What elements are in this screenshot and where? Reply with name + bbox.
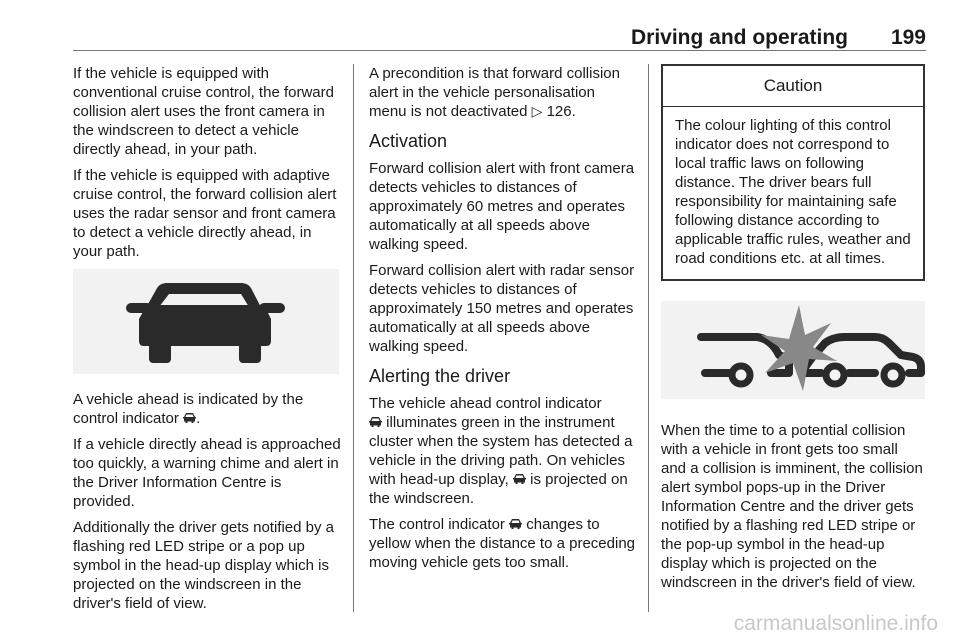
section-heading: Activation [369,131,448,151]
collision-alert-icon [661,301,925,399]
caution-box [661,64,925,281]
paragraph: Additionally the driver gets notified by a flashing red LED stripe or a pop up symbol in the head-up display which is projected on the windscreen in the driver's field of view. [73,519,334,612]
column-2 [369,64,635,579]
car-front-icon [73,269,339,374]
page-reference: 126 [546,103,572,120]
watermark: carmanualsonline.info [733,612,938,635]
page-number: 199 [890,26,926,49]
paragraph: If the vehicle is equipped with adaptive cruise control, the forward collision alert uses the radar sensor and front camera to detect a vehicle directly ahead, in your path. [73,167,337,260]
running-header-title: Driving and operating [630,26,848,49]
paragraph: A vehicle ahead is indicated by the control indicator . [73,391,304,427]
car-front-icon [509,518,522,530]
paragraph: The vehicle ahead control indicator illuminates green in the instrument cluster when the system has detected a vehicle in the driving path. On vehicles with head-up display, is projected on the windscreen. [369,395,633,507]
column-3 [661,64,925,599]
paragraph: If a vehicle directly ahead is approached too quickly, a warning chime and alert in the Driver Information Centre is provided. [73,436,341,510]
column-divider-1 [353,64,354,612]
car-front-icon [513,473,526,485]
column-divider-2 [648,64,649,612]
paragraph: The control indicator changes to yellow when the distance to a preceding moving vehicle gets too small. [369,516,636,571]
caution-text: The colour lighting of this control indicator does not correspond to local traffic laws on following distance. The driver bears full responsibility for maintaining safe following distance according to applicable traffic rules, weather and road conditions etc. at all times. [675,117,911,267]
header-rule [73,50,926,51]
column-1 [73,64,341,620]
page-reference-arrow-icon: ▷ [531,103,543,119]
car-front-icon [369,416,382,428]
paragraph: If the vehicle is equipped with conventional cruise control, the forward collision alert uses the front camera in the windscreen to detect a vehicle directly ahead, in your path. [73,65,334,158]
paragraph: Forward collision alert with radar sensor detects vehicles to distances of approximately 150 metres and operates automatically at all speeds above walking speed. [369,262,635,355]
section-heading: Alerting the driver [369,366,511,386]
caution-title: Caution [663,66,923,107]
paragraph: When the time to a potential collision with a vehicle in front gets too small and a collision is imminent, the collision alert symbol pops-up in the Driver Information Centre and the driver gets notified by a flashing red LED stripe or the pop-up symbol in the head-up display which is projected on the windscreen in the driver's field of view. [661,422,923,591]
paragraph: Forward collision alert with front camera detects vehicles to distances of approximately 60 metres and operates automatically at all speeds above walking speed. [369,160,635,253]
paragraph: A precondition is that forward collision alert in the vehicle personalisation menu is not deactivated ▷ 126. [369,65,620,120]
car-front-icon [183,412,196,424]
